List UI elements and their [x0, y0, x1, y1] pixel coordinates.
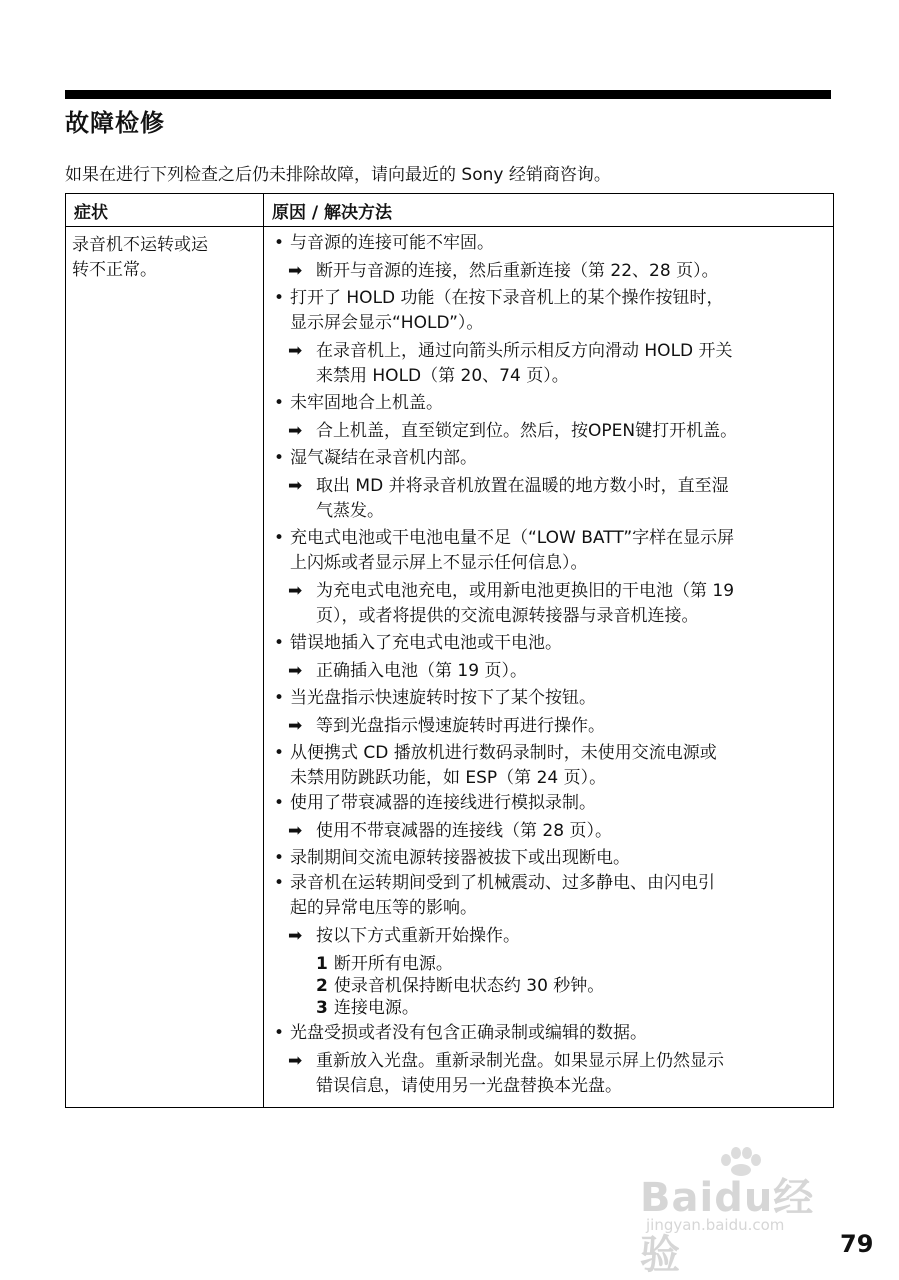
bullet-icon: •: [274, 873, 285, 893]
cause-item: [274, 846, 827, 871]
solution-line: 重新放入光盘。重新录制光盘。如果显示屏上仍然显示: [316, 1051, 724, 1071]
solution-item: [274, 659, 827, 684]
solution-line: 气蒸发。: [316, 501, 384, 521]
bullet-icon: •: [274, 1023, 285, 1043]
arrow-right-icon: ➡: [288, 661, 303, 681]
cause-item: [274, 1021, 827, 1046]
step-number: 1: [316, 954, 328, 974]
cause-item: [274, 231, 827, 256]
solution-line: 在录音机上，通过向箭头所示相反方向滑动 HOLD 开关: [316, 341, 733, 361]
solution-item: [274, 714, 827, 739]
bullet-icon: •: [274, 848, 285, 868]
solution-item: [274, 419, 827, 444]
cause-line: 错误地插入了充电式电池或干电池。: [290, 633, 562, 653]
symptom-cell: [66, 227, 264, 1108]
cause-line: 湿气凝结在录音机内部。: [290, 448, 477, 468]
bullet-icon: •: [274, 688, 285, 708]
step-number: 2: [316, 976, 328, 996]
cause-line: 上闪烁或者显示屏上不显示任何信息）。: [290, 553, 588, 573]
cause-line: 录音机在运转期间受到了机械震动、过多静电、由闪电引: [290, 873, 715, 893]
arrow-right-icon: ➡: [288, 821, 303, 841]
solution-line: 正确插入电池（第 19 页）。: [316, 661, 527, 681]
bullet-icon: •: [274, 633, 285, 653]
arrow-right-icon: ➡: [288, 261, 303, 281]
watermark-url: jingyan.baidu.com: [646, 1216, 785, 1234]
solution-line: 取出 MD 并将录音机放置在温暖的地方数小时，直至湿: [316, 476, 729, 496]
cause-item: [274, 526, 827, 576]
cause-item: [274, 741, 827, 791]
solution-line: 为充电式电池充电，或用新电池更换旧的干电池（第 19: [316, 581, 735, 601]
cause-item: [274, 631, 827, 656]
cause-line: 显示屏会显示“HOLD”）。: [290, 313, 484, 333]
solution-line: 使用不带衰减器的连接线（第 28 页）。: [316, 821, 612, 841]
arrow-right-icon: ➡: [288, 421, 303, 441]
cause-line: 起的异常电压等的影响。: [290, 898, 477, 918]
remedies-cell: [264, 227, 834, 1108]
step-text: 使录音机保持断电状态约 30 秒钟。: [333, 976, 605, 996]
arrow-right-icon: ➡: [288, 341, 303, 361]
solution-item: [274, 579, 827, 629]
step-item: [274, 997, 827, 1019]
solution-item: [274, 259, 827, 284]
bullet-icon: •: [274, 743, 285, 763]
solution-line: 断开与音源的连接，然后重新连接（第 22、28 页）。: [316, 261, 719, 281]
cause-line: 未牢固地合上机盖。: [290, 393, 443, 413]
cause-item: [274, 791, 827, 816]
cause-line: 录制期间交流电源转接器被拔下或出现断电。: [290, 848, 630, 868]
cause-line: 充电式电池或干电池电量不足（“LOW BATT”字样在显示屏: [290, 528, 735, 548]
cause-line: 与音源的连接可能不牢固。: [290, 233, 494, 253]
intro-text: 如果在进行下列检查之后仍未排除故障，请向最近的 Sony 经销商咨询。: [65, 165, 611, 185]
solution-line: 页），或者将提供的交流电源转接器与录音机连接。: [316, 606, 699, 626]
troubleshooting-table: [65, 193, 834, 1108]
watermark-logo: Baidu经验: [640, 1175, 815, 1278]
solution-line: 来禁用 HOLD（第 20、74 页）。: [316, 366, 569, 386]
page-title: 故障检修: [65, 109, 165, 137]
arrow-right-icon: ➡: [288, 581, 303, 601]
solution-line: 等到光盘指示慢速旋转时再进行操作。: [316, 716, 605, 736]
bullet-icon: •: [274, 288, 285, 308]
solution-item: [274, 474, 827, 524]
cause-line: 未禁用防跳跃功能，如 ESP（第 24 页）。: [290, 768, 607, 788]
bullet-icon: •: [274, 448, 285, 468]
top-rule: [65, 90, 831, 99]
solution-item: [274, 1049, 827, 1099]
solution-line: 合上机盖，直至锁定到位。然后，按OPEN键打开机盖。: [316, 421, 738, 441]
solution-item: [274, 339, 827, 389]
solution-item: [274, 819, 827, 844]
cause-item: [274, 391, 827, 416]
bullet-icon: •: [274, 393, 285, 413]
solution-line: 错误信息，请使用另一光盘替换本光盘。: [316, 1076, 622, 1096]
page-number: 79: [840, 1230, 874, 1258]
cause-item: [274, 286, 827, 336]
bullet-icon: •: [274, 233, 285, 253]
arrow-right-icon: ➡: [288, 716, 303, 736]
cause-line: 打开了 HOLD 功能（在按下录音机上的某个操作按钮时，: [290, 288, 724, 308]
bullet-icon: •: [274, 793, 285, 813]
step-item: [274, 975, 827, 997]
step-text: 连接电源。: [333, 998, 419, 1018]
solution-line: 按以下方式重新开始操作。: [316, 926, 520, 946]
step-text: 断开所有电源。: [333, 954, 453, 974]
cause-line: 光盘受损或者没有包含正确录制或编辑的数据。: [290, 1023, 647, 1043]
cause-line: 从便携式 CD 播放机进行数码录制时，未使用交流电源或: [290, 743, 717, 763]
cause-item: [274, 446, 827, 471]
header-symptom: 症状: [66, 194, 264, 227]
header-cause-solution: 原因 / 解决方法: [264, 194, 834, 227]
solution-item: [274, 924, 827, 949]
cause-line: 使用了带衰减器的连接线进行模拟录制。: [290, 793, 596, 813]
arrow-right-icon: ➡: [288, 1051, 303, 1071]
bullet-icon: •: [274, 528, 285, 548]
step-number: 3: [316, 998, 328, 1018]
cause-item: [274, 686, 827, 711]
arrow-right-icon: ➡: [288, 926, 303, 946]
baidu-watermark: [640, 1152, 840, 1278]
cause-line: 当光盘指示快速旋转时按下了某个按钮。: [290, 688, 596, 708]
arrow-right-icon: ➡: [288, 476, 303, 496]
symptom-line: 录音机不运转或运: [72, 235, 208, 255]
step-list: [274, 953, 827, 1019]
symptom-line: 转不正常。: [72, 260, 157, 280]
cause-item: [274, 871, 827, 921]
step-item: [274, 953, 827, 975]
